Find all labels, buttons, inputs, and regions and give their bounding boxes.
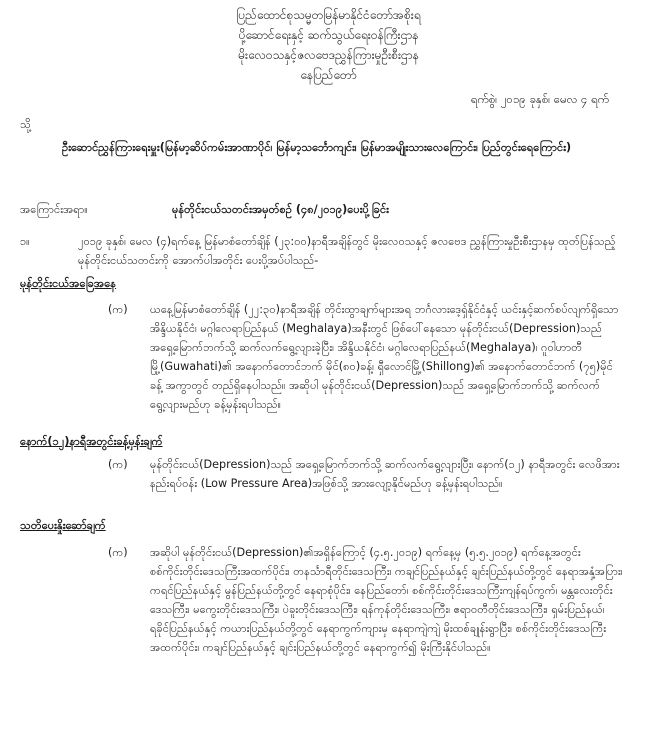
letterhead-line-ministry: ပို့ဆောင်ရေးနှင့် ဆက်သွယ်ရေးဝန်ကြီးဌာန: [238, 28, 419, 42]
paragraph-number: ၁။: [20, 235, 30, 248]
item-text: အဆိုပါ မုန်တိုင်းငယ်(Depression)၏အရှိန်ကြောင့် (၄.၅.၂၀၁၉) ရက်နေ့မှ (၅.၅.၂၀၁၉) ရက်နေ့အတွင်း စစ်ကိုင်းတိုင်းဒေသကြီးအထက်ပိုင်း၊ တနင်္သာရီတိုင်းဒေသကြီး၊ ကချင်ပြည်နယ်နှင့် ချင်းပြည်နယ်တို့တွင် နေရာအနှံ့အပြား၊ ကရင်ပြည်နယ်နှင့် မွန်ပြည်နယ်တို့တွင် နေရာစုံပိုင်း၊ နေပြည်တော်၊ စစ်ကိုင်းတိုင်းဒေသကြီးကျန်ရပ်ကွက်၊ မန္တလေးတိုင်းဒေသကြီး၊ မကွေးတိုင်းဒေသကြီး၊ ပဲခူးတိုင်းဒေသကြီး၊ ရန်ကုန်တိုင်းဒေသကြီး၊ ဧရာဝတီတိုင်းဒေသကြီး၊ ရှမ်းပြည်နယ်၊ ရခိုင်ပြည်နယ်နှင့် ကယားပြည်နယ်တို့တွင် နေရာကွက်ကျားမှ နေရာကျဲကျဲ မိုးထစ်ချုန်းရွာပြီး၊ စစ်ကိုင်းတိုင်းဒေသကြီးအထက်ပိုင်း၊ ကချင်ပြည်နယ်နှင့် ချင်းပြည်နယ်တို့တွင် နေရာကွက်၍ မိုးကြီးနိုင်ပါသည်။: [150, 546, 623, 654]
to-label: သို့: [20, 118, 31, 131]
paragraph-text: ၂၀၁၉ ခုနှစ်၊ မေလ (၄)ရက်နေ့ မြန်မာစံတော်ချိန် (၂၃:၀၀)နာရီအချိန်တွင် မိုးလေဝသနှင့် ဇလဗေဒ ညွှန်ကြားမှုဦးစီးဌာနမှ ထုတ်ပြန်သည့် မုန်တိုင်းငယ်သတင်းကို အောက်ပါအတိုင်း ပေးပို့အပ်ပါသည်-: [78, 235, 616, 267]
section-heading-forecast: နောက်(၁၂)နာရီအတွင်းခန့်မှန်းချက်: [20, 435, 163, 448]
paragraph-1: [20, 232, 620, 270]
addressee: ဦးဆောင်ညွှန်ကြားရေးမှူး(မြန်မာ့ဆိပ်ကမ်းအာဏာပိုင်၊ မြန်မာ့သင်္ဘောကျင်း၊ မြန်မာအမျိုးသားလေကြောင်း၊ ပြည်တွင်းရေကြောင်း): [62, 141, 572, 154]
item-text: မုန်တိုင်းငယ်(Depression)သည် အရှေ့မြောက်ဘက်သို့ ဆက်လက်ရွေ့လျားပြီး၊ နောက်(၁၂) နာရီအတွင်း လေဖိအားနည်းရပ်ဝန်း (Low Pressure Area)အဖြစ်သို့ အားလျော့နိုင်မည်ဟု ခန့်မှန်းရပါသည်။: [150, 458, 620, 490]
section-item-warning: [108, 543, 623, 657]
section-item-forecast: [108, 455, 623, 493]
section-heading-warning: သတိပေးနှိုးဆော်ချက်: [20, 519, 106, 532]
item-label: (က): [108, 458, 128, 471]
item-text: ယနေ့မြန်မာစံတော်ချိန် (၂၂:၃၀)နာရီအချိန် တိုင်းထွာချက်များအရ ဘင်္ဂလားဒေ့ရှ်နိုင်ငံနှင့် ယင်းနှင့်ဆက်စပ်လျက်ရှိသော အိန္ဒိယနိုင်ငံ၊ မဂ္ဂါလေရာပြည်နယ် (Meghalaya)အနီးတွင် ဖြစ်ပေါ်နေသော မုန်တိုင်းငယ်(Depression)သည် အရှေ့မြောက်ဘက်သို့ ဆက်လက်ရွေ့လျားခဲ့ပြီး၊ အိန္ဒိယနိုင်ငံ၊ မဂ္ဂါလေရာပြည်နယ်(Meghalaya)၊ ဂူဝါဟာတီမြို့(Guwahati)၏ အနောက်တောင်ဘက် မိုင်(၈၀)ခန့်၊ ရှီလောင်မြို့(Shillong)၏ အနောက်တောင်ဘက် (၇၅)မိုင်ခန့် အကွာတွင် တည်ရှိနေပါသည်။ အဆိုပါ မုန်တိုင်းငယ်(Depression)သည် အရှေ့မြောက်ဘက်သို့ ဆက်လက်ရွေ့လျားမည်ဟု ခန့်မှန်းရပါသည်။: [150, 303, 619, 411]
item-label: (က): [108, 546, 128, 559]
item-label: (က): [108, 303, 128, 316]
letterhead-line-department: မိုးလေဝသနှင့်ဇလဗေဒညွှန်ကြားမှုဦးစီးဌာန: [238, 48, 419, 62]
subject-label: အကြောင်းအရာ။: [20, 203, 88, 216]
letterhead-line-government: ပြည်ထောင်စုသမ္မတမြန်မာနိုင်ငံတော်အစိုးရ: [236, 8, 421, 22]
document-date: ရက်စွဲ၊ ၂၀၁၉ ခုနှစ်၊ မေလ ၄ ရက်: [470, 92, 609, 106]
section-item-depression-status: [108, 300, 623, 414]
letterhead-line-city: နေပြည်တော်: [300, 68, 357, 82]
letterhead: [60, 5, 597, 85]
subject-text: မုန်တိုင်းငယ်သတင်းအမှတ်စဉ် (၄၈/၂၀၁၉)ပေးပို့ခြင်း: [172, 203, 389, 216]
section-heading-depression-status: မုန်တိုင်းငယ်အခြေအနေ: [20, 277, 117, 290]
